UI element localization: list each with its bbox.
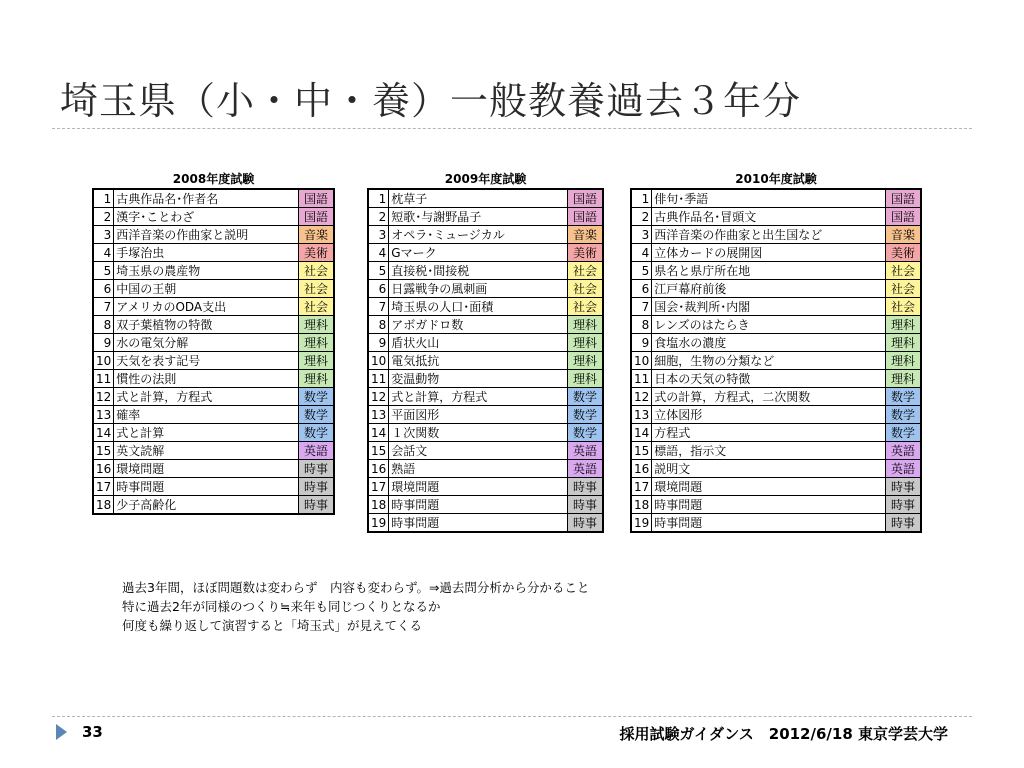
row-number: 17 (368, 478, 389, 496)
table-row (631, 460, 921, 478)
subject-cell: 音楽 (886, 226, 922, 244)
table-row (631, 316, 921, 334)
row-number: 15 (631, 442, 652, 460)
table-row (631, 370, 921, 388)
table-row (368, 226, 603, 244)
subject-cell: 英語 (886, 442, 922, 460)
row-number: 14 (93, 424, 114, 442)
table-row (631, 298, 921, 316)
topic-cell: オペラ･ミュージカル (389, 226, 568, 244)
topic-cell: 会話文 (389, 442, 568, 460)
subject-cell: 理科 (568, 316, 604, 334)
subject-cell: 国語 (568, 189, 604, 208)
topic-cell: 日露戦争の風刺画 (389, 280, 568, 298)
table-row (368, 442, 603, 460)
topic-cell: 盾状火山 (389, 334, 568, 352)
subject-cell: 数学 (886, 424, 922, 442)
row-number: 3 (93, 226, 114, 244)
table-row (368, 406, 603, 424)
subject-cell: 英語 (568, 460, 604, 478)
subject-cell: 数学 (299, 388, 335, 406)
exam-heading: 2009年度試験 (444, 172, 527, 186)
table-row (368, 262, 603, 280)
subject-cell: 数学 (568, 388, 604, 406)
subject-cell: 美術 (568, 244, 604, 262)
table-row (93, 460, 334, 478)
row-number: 4 (368, 244, 389, 262)
table-row (368, 370, 603, 388)
topic-cell: 式の計算，方程式，二次関数 (652, 388, 886, 406)
table-row (93, 496, 334, 515)
subject-cell: 数学 (299, 406, 335, 424)
topic-cell: 江戸幕府前後 (652, 280, 886, 298)
row-number: 12 (93, 388, 114, 406)
row-number: 15 (93, 442, 114, 460)
subject-cell: 時事 (568, 478, 604, 496)
table-row (368, 316, 603, 334)
row-number: 19 (368, 514, 389, 533)
table-row (368, 244, 603, 262)
subject-cell: 国語 (886, 208, 922, 226)
row-number: 16 (368, 460, 389, 478)
table-row (631, 262, 921, 280)
table-row (368, 388, 603, 406)
subject-cell: 理科 (299, 316, 335, 334)
subject-cell: 社会 (568, 298, 604, 316)
table-row (631, 424, 921, 442)
row-number: 19 (631, 514, 652, 533)
table-row (93, 478, 334, 496)
table-row (93, 262, 334, 280)
table-row (368, 460, 603, 478)
table-row (368, 334, 603, 352)
subject-cell: 美術 (299, 244, 335, 262)
note-line: 何度も繰り返して演習すると「埼玉式」が見えてくる (122, 618, 423, 633)
subject-cell: 社会 (299, 262, 335, 280)
topic-cell: レンズのはたらき (652, 316, 886, 334)
table-row (368, 496, 603, 514)
subject-cell: 理科 (299, 334, 335, 352)
table-row (631, 388, 921, 406)
topic-cell: 西洋音楽の作曲家と説明 (114, 226, 299, 244)
table-row (631, 478, 921, 496)
topic-cell: 英文読解 (114, 442, 299, 460)
row-number: 7 (631, 298, 652, 316)
subject-cell: 理科 (886, 352, 922, 370)
subject-cell: 社会 (568, 262, 604, 280)
row-number: 1 (368, 189, 389, 208)
row-number: 5 (93, 262, 114, 280)
row-number: 8 (93, 316, 114, 334)
row-number: 7 (368, 298, 389, 316)
table-row (631, 226, 921, 244)
table-row (631, 189, 921, 208)
subject-cell: 国語 (886, 189, 922, 208)
row-number: 17 (631, 478, 652, 496)
subject-cell: 英語 (299, 442, 335, 460)
table-row (631, 352, 921, 370)
row-number: 18 (93, 496, 114, 515)
table-row (631, 514, 921, 533)
page-number: 33 (82, 723, 103, 741)
row-number: 16 (93, 460, 114, 478)
table-row (93, 189, 334, 208)
subject-cell: 時事 (299, 496, 335, 515)
topic-cell: 電気抵抗 (389, 352, 568, 370)
topic-cell: 時事問題 (389, 514, 568, 533)
row-number: 10 (368, 352, 389, 370)
table-row (368, 298, 603, 316)
row-number: 6 (631, 280, 652, 298)
subject-cell: 時事 (886, 496, 922, 514)
topic-cell: 方程式 (652, 424, 886, 442)
table-row (93, 334, 334, 352)
exam-table-2009 (367, 170, 604, 533)
bullet-arrow-icon (56, 724, 67, 740)
subject-cell: 国語 (299, 208, 335, 226)
subject-cell: 社会 (886, 298, 922, 316)
subject-cell: 時事 (886, 514, 922, 533)
footer-divider (52, 716, 972, 717)
table-row (93, 226, 334, 244)
row-number: 2 (631, 208, 652, 226)
topic-cell: 時事問題 (652, 514, 886, 533)
topic-cell: 式と計算 (114, 424, 299, 442)
row-number: 8 (368, 316, 389, 334)
topic-cell: 環境問題 (652, 478, 886, 496)
topic-cell: 環境問題 (114, 460, 299, 478)
subject-cell: 国語 (568, 208, 604, 226)
row-number: 12 (368, 388, 389, 406)
subject-cell: 理科 (886, 334, 922, 352)
topic-cell: 熟語 (389, 460, 568, 478)
row-number: 4 (631, 244, 652, 262)
topic-cell: 双子葉植物の特徴 (114, 316, 299, 334)
row-number: 14 (631, 424, 652, 442)
topic-cell: 平面図形 (389, 406, 568, 424)
exam-heading: 2008年度試験 (172, 172, 255, 186)
subject-cell: 美術 (886, 244, 922, 262)
subject-cell: 社会 (568, 280, 604, 298)
row-number: 8 (631, 316, 652, 334)
row-number: 16 (631, 460, 652, 478)
topic-cell: 埼玉県の人口･面積 (389, 298, 568, 316)
row-number: 10 (631, 352, 652, 370)
table-row (93, 244, 334, 262)
row-number: 4 (93, 244, 114, 262)
table-row (631, 496, 921, 514)
table-row (93, 298, 334, 316)
topic-cell: 手塚治虫 (114, 244, 299, 262)
topic-cell: Gマーク (389, 244, 568, 262)
subject-cell: 理科 (886, 316, 922, 334)
table-row (93, 352, 334, 370)
subject-cell: 社会 (886, 280, 922, 298)
row-number: 15 (368, 442, 389, 460)
slide-title: 埼玉県（小・中・養）一般教養過去３年分 (60, 79, 802, 123)
row-number: 11 (368, 370, 389, 388)
subject-cell: 時事 (886, 478, 922, 496)
table-row (93, 424, 334, 442)
subject-cell: 数学 (886, 388, 922, 406)
topic-cell: アメリカのODA支出 (114, 298, 299, 316)
subject-cell: 時事 (568, 496, 604, 514)
topic-cell: 立体カードの展開図 (652, 244, 886, 262)
row-number: 11 (93, 370, 114, 388)
row-number: 6 (93, 280, 114, 298)
table-row (631, 406, 921, 424)
table-row (368, 514, 603, 533)
topic-cell: 標語，指示文 (652, 442, 886, 460)
table-row (93, 208, 334, 226)
topic-cell: １次関数 (389, 424, 568, 442)
row-number: 7 (93, 298, 114, 316)
row-number: 18 (368, 496, 389, 514)
topic-cell: 細胞，生物の分類など (652, 352, 886, 370)
topic-cell: 県名と県庁所在地 (652, 262, 886, 280)
row-number: 13 (93, 406, 114, 424)
table-row (368, 424, 603, 442)
exam-heading: 2010年度試験 (735, 172, 817, 186)
topic-cell: アボガドロ数 (389, 316, 568, 334)
topic-cell: 天気を表す記号 (114, 352, 299, 370)
subject-cell: 時事 (299, 460, 335, 478)
exam-table (630, 188, 922, 533)
table-row (93, 280, 334, 298)
notes (122, 578, 589, 635)
table-row (631, 334, 921, 352)
subject-cell: 数学 (299, 424, 335, 442)
topic-cell: 枕草子 (389, 189, 568, 208)
table-row (631, 208, 921, 226)
table-row (368, 352, 603, 370)
topic-cell: 埼玉県の農産物 (114, 262, 299, 280)
row-number: 2 (93, 208, 114, 226)
row-number: 9 (631, 334, 652, 352)
title-divider (52, 128, 972, 129)
subject-cell: 英語 (568, 442, 604, 460)
table-row (93, 370, 334, 388)
table-row (93, 406, 334, 424)
topic-cell: 式と計算，方程式 (114, 388, 299, 406)
row-number: 12 (631, 388, 652, 406)
subject-cell: 理科 (568, 334, 604, 352)
topic-cell: 西洋音楽の作曲家と出生国など (652, 226, 886, 244)
topic-cell: 時事問題 (389, 496, 568, 514)
subject-cell: 理科 (886, 370, 922, 388)
row-number: 14 (368, 424, 389, 442)
subject-cell: 国語 (299, 189, 335, 208)
footer-text: 採用試験ガイダンス 2012/6/18 東京学芸大学 (619, 725, 948, 743)
topic-cell: 古典作品名･作者名 (114, 189, 299, 208)
topic-cell: 食塩水の濃度 (652, 334, 886, 352)
table-row (631, 442, 921, 460)
row-number: 6 (368, 280, 389, 298)
topic-cell: 変温動物 (389, 370, 568, 388)
table-row (368, 280, 603, 298)
table-row (368, 189, 603, 208)
row-number: 10 (93, 352, 114, 370)
table-row (93, 388, 334, 406)
row-number: 18 (631, 496, 652, 514)
topic-cell: 立体図形 (652, 406, 886, 424)
exam-table (367, 188, 604, 533)
row-number: 2 (368, 208, 389, 226)
row-number: 9 (93, 334, 114, 352)
topic-cell: 国会･裁判所･内閣 (652, 298, 886, 316)
topic-cell: 時事問題 (114, 478, 299, 496)
topic-cell: 俳句･季語 (652, 189, 886, 208)
subject-cell: 理科 (568, 352, 604, 370)
topic-cell: 古典作品名･冒頭文 (652, 208, 886, 226)
subject-cell: 理科 (299, 370, 335, 388)
note-line: 過去3年間，ほぼ問題数は変わらず 内容も変わらず。⇒過去問分析から分かること (122, 580, 590, 595)
topic-cell: 漢字･ことわざ (114, 208, 299, 226)
topic-cell: 日本の天気の特徴 (652, 370, 886, 388)
row-number: 5 (368, 262, 389, 280)
subject-cell: 社会 (299, 280, 335, 298)
row-number: 13 (368, 406, 389, 424)
exam-table-2010 (630, 170, 922, 533)
subject-cell: 理科 (299, 352, 335, 370)
subject-cell: 音楽 (568, 226, 604, 244)
row-number: 17 (93, 478, 114, 496)
row-number: 9 (368, 334, 389, 352)
topic-cell: 慣性の法則 (114, 370, 299, 388)
row-number: 1 (631, 189, 652, 208)
exam-table (92, 188, 335, 515)
table-row (631, 280, 921, 298)
subject-cell: 音楽 (299, 226, 335, 244)
topic-cell: 直接税･間接税 (389, 262, 568, 280)
row-number: 13 (631, 406, 652, 424)
topic-cell: 時事問題 (652, 496, 886, 514)
topic-cell: 式と計算，方程式 (389, 388, 568, 406)
topic-cell: 少子高齢化 (114, 496, 299, 515)
row-number: 3 (368, 226, 389, 244)
topic-cell: 中国の王朝 (114, 280, 299, 298)
table-row (93, 316, 334, 334)
row-number: 11 (631, 370, 652, 388)
subject-cell: 数学 (568, 406, 604, 424)
subject-cell: 理科 (568, 370, 604, 388)
topic-cell: 短歌･与謝野晶子 (389, 208, 568, 226)
subject-cell: 社会 (886, 262, 922, 280)
topic-cell: 水の電気分解 (114, 334, 299, 352)
topic-cell: 環境問題 (389, 478, 568, 496)
topic-cell: 説明文 (652, 460, 886, 478)
row-number: 1 (93, 189, 114, 208)
row-number: 3 (631, 226, 652, 244)
subject-cell: 数学 (568, 424, 604, 442)
subject-cell: 時事 (568, 514, 604, 533)
subject-cell: 英語 (886, 460, 922, 478)
note-line: 特に過去2年が同様のつくり≒来年も同じつくりとなるか (122, 599, 441, 614)
table-row (368, 208, 603, 226)
subject-cell: 時事 (299, 478, 335, 496)
table-row (93, 442, 334, 460)
table-row (368, 478, 603, 496)
subject-cell: 社会 (299, 298, 335, 316)
exam-table-2008 (92, 170, 335, 515)
table-row (631, 244, 921, 262)
row-number: 5 (631, 262, 652, 280)
subject-cell: 数学 (886, 406, 922, 424)
topic-cell: 確率 (114, 406, 299, 424)
